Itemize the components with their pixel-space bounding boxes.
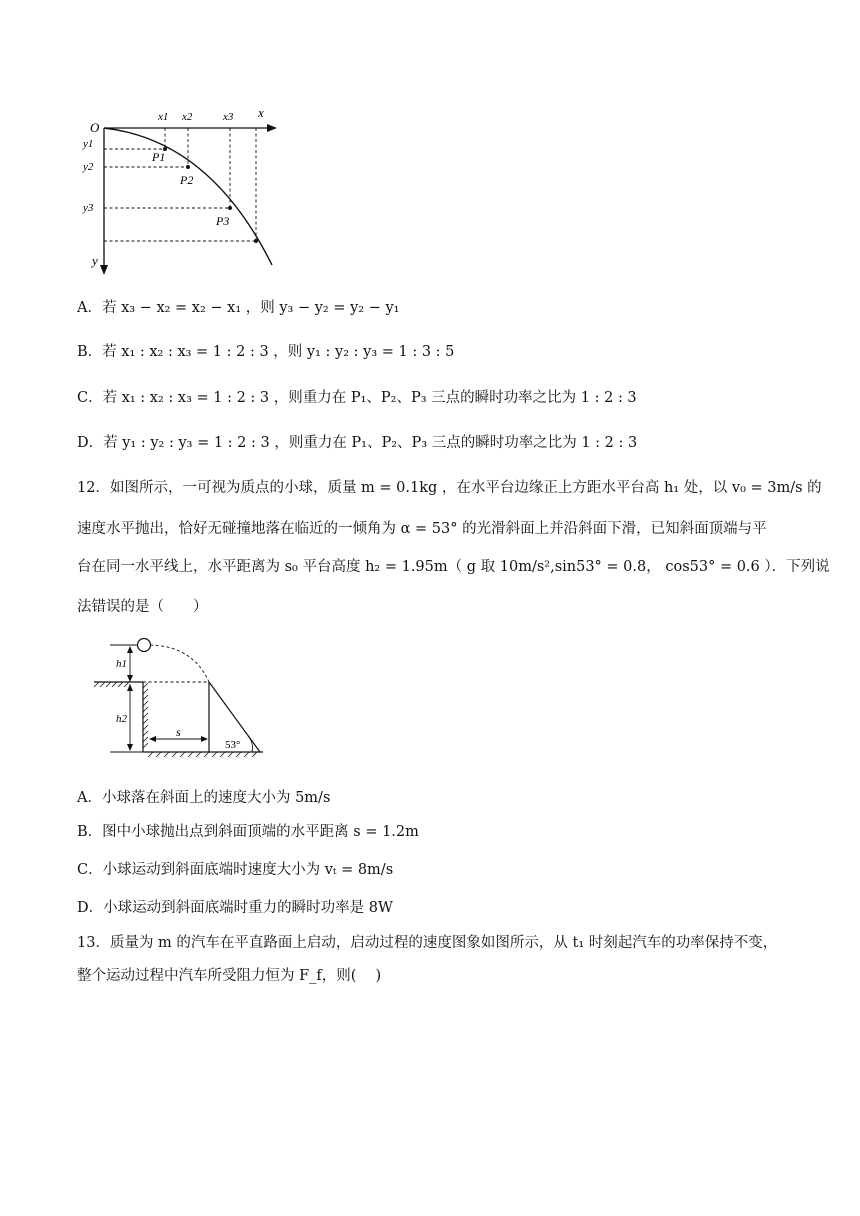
incline-figure — [88, 632, 268, 760]
q12-option-d: D．小球运动到斜面底端时重力的瞬时功率是 8W — [77, 900, 393, 916]
y-axis-label: y — [92, 253, 98, 268]
q11-option-a: A．若 x₃ − x₂ = x₂ − x₁ ，则 y₃ − y₂ = y₂ − y₁ — [77, 300, 400, 316]
x1-label: x1 — [158, 111, 169, 123]
y3-label: y3 — [83, 202, 94, 214]
x3-label: x3 — [223, 111, 234, 123]
x2-label: x2 — [182, 111, 193, 123]
p2-label: P2 — [180, 173, 194, 187]
trajectory-figure — [80, 105, 285, 275]
x-axis-label: x — [258, 105, 264, 120]
q12-option-c: C．小球运动到斜面底端时速度大小为 vₜ = 8m/s — [77, 862, 394, 878]
angle-label: 53° — [225, 739, 241, 751]
p1-label: P1 — [152, 150, 166, 164]
q12-stem-line-4: 法错误的是（ ） — [77, 599, 208, 615]
s-label: s — [176, 725, 181, 739]
origin-label: O — [90, 120, 100, 135]
q12-option-a: A．小球落在斜面上的速度大小为 5m/s — [77, 790, 331, 806]
q12-option-b: B．图中小球抛出点到斜面顶端的水平距离 s = 1.2m — [77, 824, 419, 840]
q13-stem-line-1: 13．质量为 m 的汽车在平直路面上启动，启动过程的速度图象如图所示，从 t₁ 时刻起汽车的功率保持不变， — [77, 935, 778, 951]
p3-label: P3 — [216, 214, 230, 228]
q13-stem-line-2: 整个运动过程中汽车所受阻力恒为 F_f，则( ) — [77, 968, 382, 984]
q11-option-d: D．若 y₁ : y₂ : y₃ = 1 : 2 : 3 ，则重力在 P₁、P₂、P₃ 三点的瞬时功率之比为 1 : 2 : 3 — [77, 435, 638, 451]
y1-label: y1 — [83, 138, 94, 150]
h1-label: h1 — [116, 658, 127, 670]
h2-label: h2 — [116, 713, 127, 725]
q11-option-b: B．若 x₁ : x₂ : x₃ = 1 : 2 : 3 ，则 y₁ : y₂ : y₃ = 1 : 3 : 5 — [77, 344, 455, 360]
q12-stem-line-1: 12．如图所示，一可视为质点的小球，质量 m = 0.1kg ，在水平台边缘正上方距水平台高 h₁ 处，以 v₀ = 3m/s 的 — [77, 480, 822, 496]
q12-stem-line-3: 台在同一水平线上，水平距离为 s₀ 平台高度 h₂ = 1.95m（ g 取 10m/s²,sin53° = 0.8， cos53° = 0.6 ）．下列说 — [77, 559, 830, 575]
y2-label: y2 — [83, 161, 94, 173]
q12-stem-line-2: 速度水平抛出，恰好无碰撞地落在临近的一倾角为 α = 53° 的光滑斜面上并沿斜面下滑，已知斜面顶端与平 — [77, 521, 767, 537]
q11-option-c: C．若 x₁ : x₂ : x₃ = 1 : 2 : 3 ，则重力在 P₁、P₂、P₃ 三点的瞬时功率之比为 1 : 2 : 3 — [77, 390, 637, 406]
